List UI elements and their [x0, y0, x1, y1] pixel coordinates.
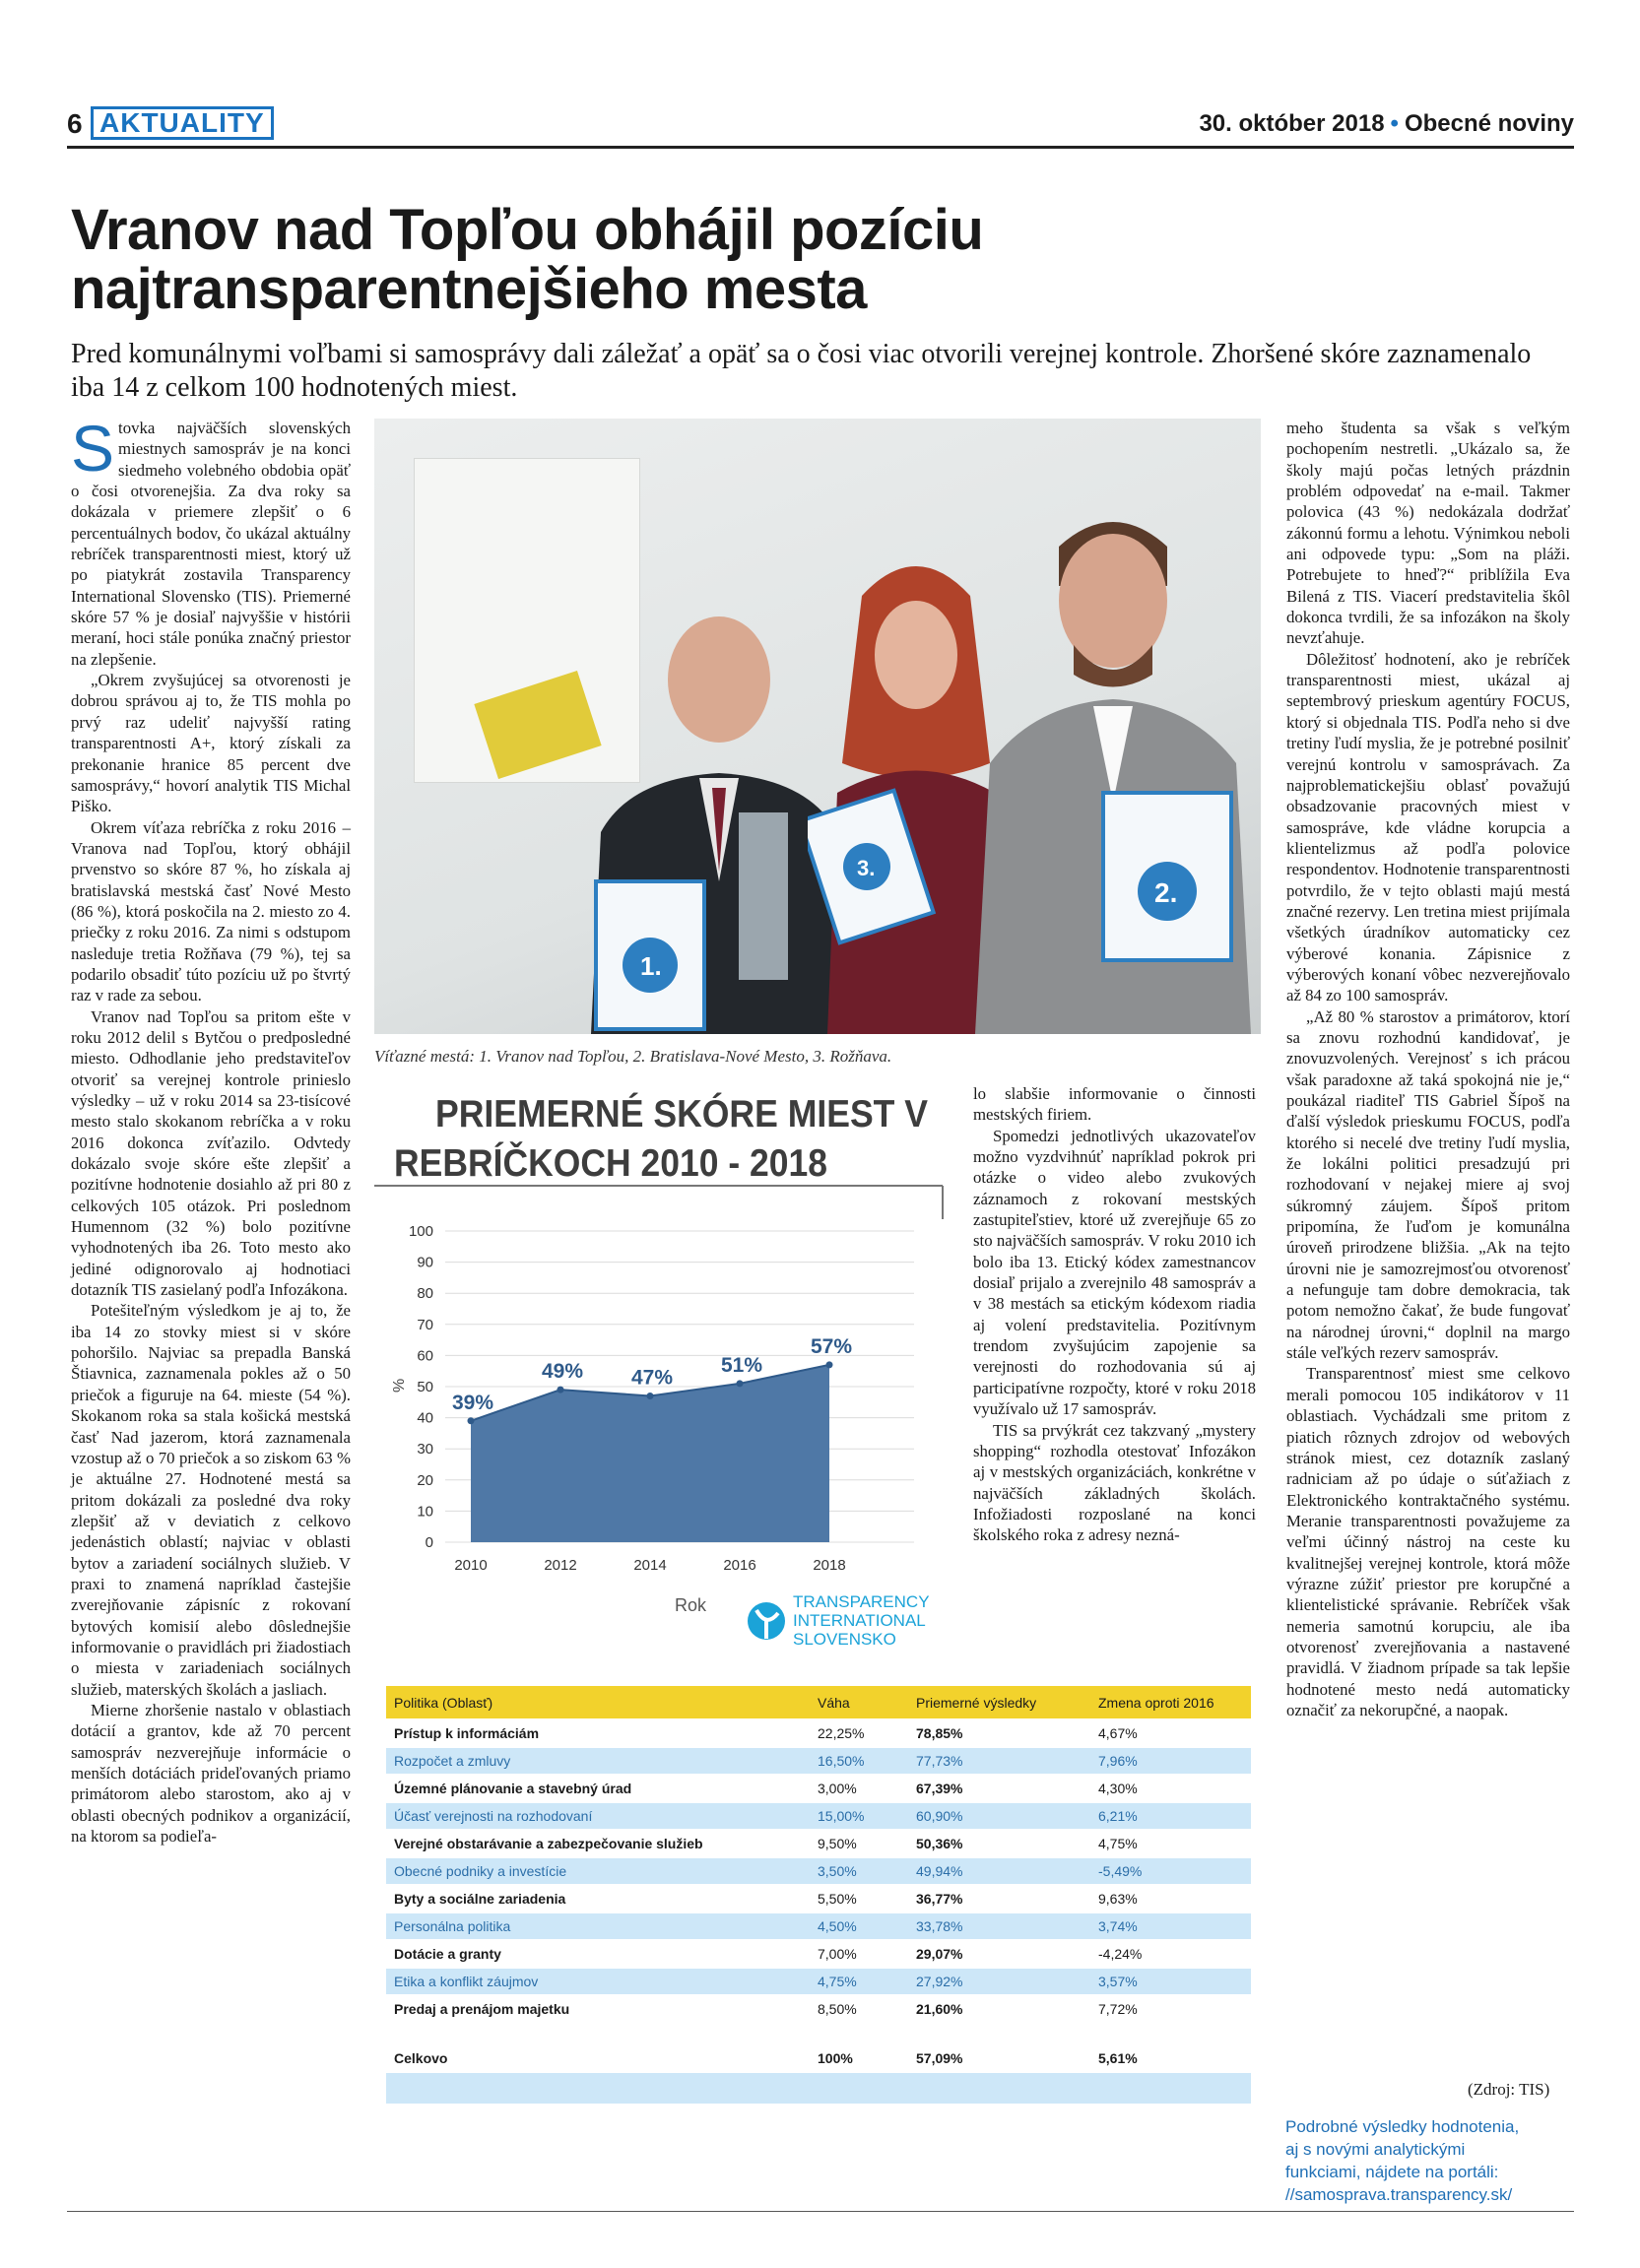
- badge-3: 3.: [857, 856, 876, 880]
- y-tick-label: 60: [417, 1347, 433, 1365]
- winners-photo: [374, 419, 1261, 1034]
- y-tick-label: 20: [417, 1471, 433, 1489]
- paragraph: Vranov nad Topľou sa pritom ešte v roku 2012 delil s Bytčou o predposledné miesto. Odhodlanie jeho predstaviteľov otvoriť sa verejnej kontrole prinieslo výsledky – už v roku 2014 sa 23-tisícové mesto stalo skokanom rebríčka a v roku 2016 dokonca zvíťazilo. Odvtedy dokázalo svoje skóre ešte zlepšiť a pozitívne hodnotenie dosiahlo až pri 80 z celkových 105 otázok. Pri poslednom Humennom (32 %) bolo pozitívne vyhodnotených iba 26. Toto mesto ako jediné odignorovalo aj hodnotiaci dotazník TIS zasielaný podľa Infozákona.: [71, 1006, 351, 1300]
- paragraph: Mierne zhoršenie nastalo v oblastiach dotácií a grantov, kde až 70 percent samospráv nezverejňuje informácie o menších dotáciách prideľovaných priamo primátorom alebo starostom, ako aj v oblasti obecných podnikov a organizácií, na ktorom sa podieľa-: [71, 1700, 351, 1847]
- table-cell: 3,50%: [810, 1857, 908, 1885]
- y-tick-label: 30: [417, 1441, 433, 1458]
- table-row: [386, 1802, 1251, 1830]
- table-cell: 9,63%: [1090, 1885, 1251, 1912]
- table-cell: 100%: [810, 2044, 908, 2072]
- paper-name: Obecné noviny: [1404, 110, 1574, 137]
- paragraph: Spomedzi jednotlivých ukazovateľov možno vyzdvihnúť napríklad pokrok pri otázke o video alebo zvukových záznamoch z rokovaní mestských zastupiteľstiev, ktoré už zverejňuje 65 zo sto najväčších samospráv. V roku 2010 ich bolo iba 13. Etický kódex zamestnancov dosiaľ prijalo a zverejnilo 48 samospráv a v 38 mestách sa etickým kódexom riadia aj volení predstavitelia. Pozitívnym trendom zvyšujúcim zapojenie sa verejnosti do rozhodovania sú aj participatívne rozpočty, ktoré v roku 2018 využívalo už 17 samospráv.: [973, 1126, 1256, 1419]
- table-cell: Dotácie a granty: [386, 1940, 810, 1968]
- x-tick-label: 2018: [813, 1557, 846, 1574]
- article-headline: [71, 198, 1568, 321]
- drop-cap: S: [71, 412, 115, 485]
- table-row: [386, 1968, 1251, 1995]
- paragraph: meho študenta sa však s veľkým pochopením nestretli. „Ukázalo sa, že školy majú počas letných prázdnin problém odpovedať na e-mail. Takmer polovica (43 %) nedokázala dodržať zákonnú formu a lehotu. Výnimkou neboli ani odpovede typu: „Som na pláži. Potrebujete to hneď?“ priblížila Eva Bilená z TIS. Viacerí predstavitelia škôl dokonca tvrdili, že sa infozákon na školy nevzťahuje.: [1286, 419, 1570, 648]
- article-lead: Pred komunálnymi voľbami si samosprávy dali záležať a opäť sa o čosi viac otvorili verejnej kontrole. Zhoršené skóre zaznamenalo iba 14 z celkom 100 hodnotených miest.: [71, 339, 1532, 403]
- data-point: [647, 1393, 654, 1399]
- source-note: (Zdroj: TIS): [1468, 2080, 1550, 2099]
- results-table-box: [386, 1686, 1251, 2104]
- person-right: [965, 478, 1261, 1034]
- section-label: AKTUALITY: [91, 106, 274, 140]
- data-point: [737, 1380, 744, 1387]
- table-cell: 4,75%: [1090, 1830, 1251, 1857]
- table-cell: 3,57%: [1090, 1968, 1251, 1995]
- table-cell: Obecné podniky a investície: [386, 1857, 810, 1885]
- table-cell: 29,07%: [908, 1940, 1090, 1968]
- table-row: [386, 1912, 1251, 1940]
- article-column-4: [1286, 418, 1570, 1720]
- y-tick-label: 0: [425, 1534, 433, 1551]
- table-cell: 5,50%: [810, 1885, 908, 1912]
- table-cell: 67,39%: [908, 1775, 1090, 1802]
- table-cell: 3,00%: [810, 1775, 908, 1802]
- paragraph: „Až 80 % starostov a primátorov, ktorí sa znovu rozhodnú kandidovať, je znovuzvolených. Verejnosť s ich prácou však paradoxne až taká spokojná nie je,“ poukázal riaditeľ TIS Gabriel Šípoš na ďalší výsledok prieskumu FOCUS, podľa ktorého si necelé dve tretiny ľudí myslia, že lokálni politici presadzujú pri rozhodovaní v nejakej miere aj svoj súkromný záujem. Šípoš pritom pripomína, že ľuďom je komunálna úroveň prirodzene bližšia. „Ak na tejto úrovni nie je samozrejmosťou otvorenosť a nefunguje tam dobre demokracia, tak potom nemožno čakať, že bude fungovať na národnej úrovni,“ doplnil na margo stále veľkých rezerv samospráv.: [1286, 1006, 1570, 1363]
- table-cell: 49,94%: [908, 1857, 1090, 1885]
- table-cell: 33,78%: [908, 1912, 1090, 1940]
- chart-title-line-1: PRIEMERNÉ SKÓRE MIEST V: [435, 1093, 953, 1135]
- promo-line: aj s novými analytickými: [1285, 2140, 1466, 2159]
- table-cell: Personálna politika: [386, 1912, 810, 1940]
- chart-title-line-2: REBRÍČKOCH 2010 - 2018: [394, 1142, 871, 1185]
- promo-line: funkciami, nájdete na portáli:: [1285, 2163, 1499, 2181]
- score-chart: [374, 1081, 953, 1668]
- article-column-3: [973, 1083, 1256, 1546]
- table-cell: 27,92%: [908, 1968, 1090, 1995]
- issue-info: [1199, 110, 1574, 138]
- table-row: [386, 1719, 1251, 1747]
- data-point: [468, 1417, 475, 1424]
- y-tick-label: 90: [417, 1254, 433, 1271]
- x-axis-label: Rok: [675, 1595, 707, 1615]
- x-tick-label: 2014: [633, 1557, 667, 1574]
- logo-line-2: INTERNATIONAL: [793, 1611, 926, 1630]
- table-cell: -5,49%: [1090, 1857, 1251, 1885]
- table-cell: 6,21%: [1090, 1802, 1251, 1830]
- photo-caption: Víťazné mestá: 1. Vranov nad Topľou, 2. Bratislava-Nové Mesto, 3. Rožňava.: [374, 1047, 892, 1066]
- table-cell: 16,50%: [810, 1747, 908, 1775]
- y-axis-label: %: [391, 1378, 408, 1393]
- table-cell: Rozpočet a zmluvy: [386, 1747, 810, 1775]
- data-point: [826, 1361, 833, 1368]
- x-tick-label: 2010: [454, 1557, 488, 1574]
- table-cell: 22,25%: [810, 1719, 908, 1747]
- table-cell: 4,75%: [810, 1968, 908, 1995]
- table-cell: 3,74%: [1090, 1912, 1251, 1940]
- paragraph: Transparentnosť miest sme celkovo merali pomocou 105 indikátorov v 11 oblastiach. Vychádzali sme pritom z piatich rôznych zdrojov od webových stránok miest, cez dotazník zaslaný radniciam až po údaje o súťažiach z Elektronického kontraktačného systému. Meranie transparentnosti považujeme za veľmi účinný nástroj na ceste ku kvalitnejšej verejnej kontrole, ktorá môže výrazne zúžiť priestor pre korupčné a klientelistické správanie. Rebríček však nemeria samotnú korupciu, ale iba otvorenosť zverejňovania a nastavené pravidlá. V žiadnom prípade sa tak lepšie hodnotené mesto nedá automaticky označiť za nekorupčné, a naopak.: [1286, 1364, 1570, 1719]
- badge-2: 2.: [1154, 877, 1178, 908]
- table-cell: Predaj a prenájom majetku: [386, 1995, 810, 2023]
- table-header-row: [386, 1686, 1251, 1719]
- col-header: Váha: [810, 1686, 908, 1719]
- table-cell: 4,67%: [1090, 1719, 1251, 1747]
- table-total-row: [386, 2044, 1251, 2072]
- table-row: [386, 1995, 1251, 2023]
- col-header: Zmena oproti 2016: [1090, 1686, 1251, 1719]
- y-tick-label: 50: [417, 1379, 433, 1395]
- y-tick-label: 10: [417, 1503, 433, 1521]
- col-header: Priemerné výsledky: [908, 1686, 1090, 1719]
- data-label: 57%: [810, 1334, 853, 1358]
- portal-link[interactable]: //samosprava.transparency.sk/: [1285, 2185, 1513, 2204]
- table-cell: Územné plánovanie a stavebný úrad: [386, 1775, 810, 1802]
- x-tick-label: 2016: [723, 1557, 756, 1574]
- table-cell: -4,24%: [1090, 1940, 1251, 1968]
- table-cell: 7,96%: [1090, 1747, 1251, 1775]
- table-cell: 60,90%: [908, 1802, 1090, 1830]
- data-label: 47%: [630, 1366, 674, 1390]
- y-tick-label: 100: [408, 1223, 433, 1240]
- table-cell: 8,50%: [810, 1995, 908, 2023]
- table-cell: Celkovo: [386, 2044, 810, 2072]
- page-header: [67, 106, 1574, 142]
- data-label: 51%: [720, 1353, 763, 1377]
- data-label: 49%: [541, 1360, 584, 1384]
- badge-1: 1.: [640, 951, 662, 981]
- table-cell: 77,73%: [908, 1747, 1090, 1775]
- y-tick-label: 80: [417, 1285, 433, 1303]
- table-cell: Verejné obstarávanie a zabezpečovanie služieb: [386, 1830, 810, 1857]
- table-row: [386, 1775, 1251, 1802]
- table-cell: 78,85%: [908, 1719, 1090, 1747]
- footer-rule: [67, 2211, 1574, 2212]
- table-cell: 50,36%: [908, 1830, 1090, 1857]
- paragraph: TIS sa prvýkrát cez takzvaný „mystery shopping“ rozhodla otestovať Infozákon aj v mestských organizáciách, konkrétne v najväčších základných školách. Infožiadosti rozposlané na konci školského roka z adresy nezná-: [973, 1420, 1256, 1545]
- promo-line: Podrobné výsledky hodnotenia,: [1285, 2117, 1520, 2136]
- table-cell: Prístup k informáciám: [386, 1719, 810, 1747]
- data-point: [558, 1387, 564, 1393]
- headline-line-2: najtransparentnejšieho mesta: [71, 257, 867, 321]
- col-header: Politika (Oblasť): [386, 1686, 810, 1719]
- header-separator: •: [1390, 110, 1399, 137]
- issue-date: 30. október 2018: [1199, 110, 1385, 137]
- table-cell: 4,50%: [810, 1912, 908, 1940]
- paragraph: Okrem víťaza rebríčka z roku 2016 – Vranova nad Topľou, ktorý obhájil prvenstvo so skóre 87 %, ho získala aj bratislavská mestská časť Nové Mesto (86 %), ktorá poskočila na 2. miesto zo 4. priečky z roku 2016. Za nimi s odstupom nasleduje tretia Rožňava (79 %), tej sa podarilo obsadiť túto pozíciu už po štvrtý raz v rade za sebou.: [71, 817, 351, 1005]
- table-cell: Účasť verejnosti na rozhodovaní: [386, 1802, 810, 1830]
- logo-line-3: SLOVENSKO: [793, 1630, 896, 1649]
- table-cell: 36,77%: [908, 1885, 1090, 1912]
- table-cell: 7,00%: [810, 1940, 908, 1968]
- data-label: 39%: [451, 1391, 494, 1414]
- table-cell: 15,00%: [810, 1802, 908, 1830]
- table-cell: Etika a konflikt záujmov: [386, 1968, 810, 1995]
- tis-logo: [748, 1592, 930, 1649]
- article-column-1: [71, 412, 351, 1847]
- portal-promo: [1285, 2115, 1581, 2206]
- table-row: [386, 1830, 1251, 1857]
- paragraph: lo slabšie informovanie o činnosti mestských firiem.: [973, 1084, 1256, 1125]
- page-number: 6: [67, 108, 83, 139]
- y-tick-label: 40: [417, 1409, 433, 1427]
- table-row: [386, 1857, 1251, 1885]
- y-tick-label: 70: [417, 1316, 433, 1333]
- table-cell: 7,72%: [1090, 1995, 1251, 2023]
- table-cell: Byty a sociálne zariadenia: [386, 1885, 810, 1912]
- table-cell: 5,61%: [1090, 2044, 1251, 2072]
- results-table: [386, 1686, 1251, 2073]
- table-cell: 9,50%: [810, 1830, 908, 1857]
- header-rule: [67, 146, 1574, 149]
- table-cell: 21,60%: [908, 1995, 1090, 2023]
- paragraph: „Okrem zvyšujúcej sa otvorenosti je dobrou správou aj to, že TIS mohla po prvý raz udeliť najvyšší rating transparentnosti A+, ktorý získali za prekonanie hranice 85 percent dve samosprávy,“ hovorí analytik TIS Michal Piško.: [71, 671, 351, 816]
- score-area: [471, 1365, 829, 1542]
- table-row: [386, 1885, 1251, 1912]
- paragraph: Dôležitosť hodnotení, ako je rebríček transparentnosti miest, ukázal aj septembrový prieskum agentúry FOCUS, ktorý si objednala TIS. Podľa neho si dve tretiny ľudí myslia, že je potrebné posilniť verejnú kontrolu v samosprávach. Za najproblematickejšiu oblasť považujú obsadzovanie pracovných miest v samospráve, kde vládne korupcia a klientelizmus až podľa polovice respondentov. Hodnotenie transparentnosti potvrdilo, že v tejto oblasti majú mestá značné rezervy. Len tretina miest prijímala všetkých úradníkov automaticky cez výberové konania. Zápisnice z výberových konaní vôbec nezverejňovalo až 84 zo 100 samospráv.: [1286, 649, 1570, 1005]
- headline-line-1: Vranov nad Topľou obhájil pozíciu: [71, 198, 984, 262]
- x-tick-label: 2012: [544, 1557, 577, 1574]
- table-row: [386, 1940, 1251, 1968]
- paragraph: Stovka najväčších slovenských miestnych samospráv je na konci siedmeho volebného obdobia opäť o čosi otvorenejšia. Za dva roky sa dokázala v priemere zlepšiť o 6 percentuálnych bodov, čo ukázal aktuálny rebríček transparentnosti miest, ktorý už po piatykrát zostavila Transparency International Slovensko (TIS). Priemerné skóre 57 % je dosiaľ najvyššie v histórii meraní, hoci stále ponúka značný priestor na zlepšenie.: [71, 412, 351, 669]
- table-cell: 4,30%: [1090, 1775, 1251, 1802]
- paragraph: Potešiteľným výsledkom je aj to, že iba 14 zo stovky miest si v skóre pohoršilo. Najviac sa prepadla Banská Štiavnica, zaznamenala pokles až o 50 priečok a figuruje na 64. mieste (54 %). Skokanom roka sa stala košická mestská časť Nad jazerom, ktorá zaznamenala vzostup až o 70 priečok a so ziskom 63 % je aktuálne 27. Hodnotené mestá sa pritom dokázali za posledné dva roky zlepšiť až v deviatich z celkovo jedenástich oblastí; najviac v oblasti bytov a zariadení sociálnych služieb. V praxi to znamená napríklad častejšie zverejňovanie zápisníc z rokovaní bytových komisií alebo dôslednejšie informovanie o pravidlách pri žiadostiach o miesta v zariadeniach sociálnych služieb, materských školách a jasliach.: [71, 1301, 351, 1699]
- table-spacer: [386, 2023, 1251, 2044]
- logo-line-1: TRANSPARENCY: [793, 1592, 930, 1611]
- table-row: [386, 1747, 1251, 1775]
- chart-svg: [374, 1081, 953, 1668]
- table-cell: 57,09%: [908, 2044, 1090, 2072]
